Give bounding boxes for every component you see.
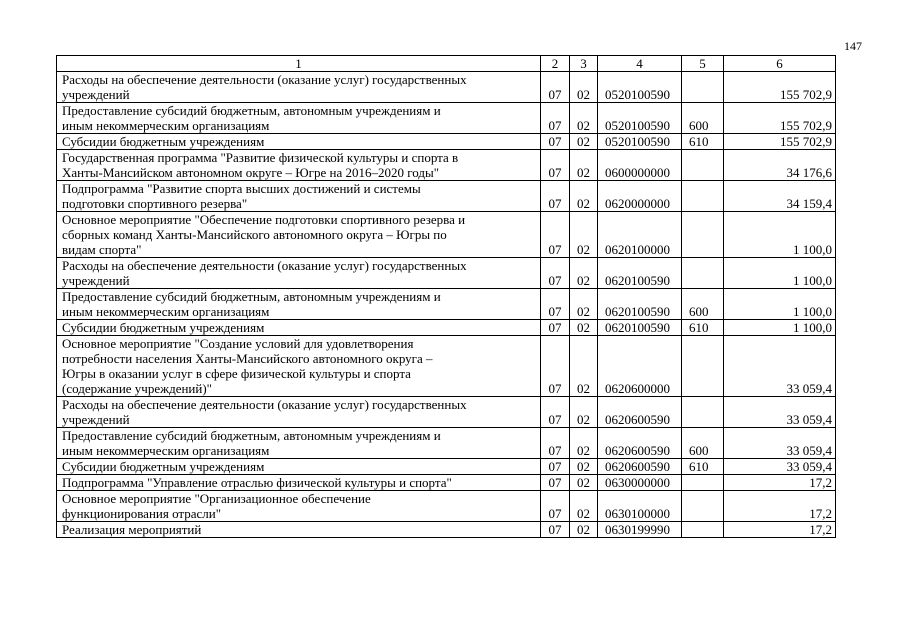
table-row: [57, 522, 836, 538]
section-code: 07: [541, 428, 570, 459]
row-description: [57, 150, 541, 181]
section-code: 07: [541, 475, 570, 491]
expense-type-code: [682, 475, 724, 491]
subsection-code: 02: [570, 320, 598, 336]
description-line: Субсидии бюджетным учреждениям: [62, 459, 265, 474]
description-line: учреждений: [62, 273, 130, 288]
description-line: Ханты-Мансийском автономном округе – Югре на 2016–2020 годы": [62, 165, 440, 180]
description-line: иным некоммерческим организациям: [62, 443, 270, 458]
subsection-code: 02: [570, 181, 598, 212]
target-article-code: 0620600590: [598, 397, 682, 428]
section-code: 07: [541, 459, 570, 475]
subsection-code: 02: [570, 150, 598, 181]
table-row: [57, 459, 836, 475]
description-line: Расходы на обеспечение деятельности (оказание услуг) государственных: [62, 397, 467, 412]
subsection-code: 02: [570, 212, 598, 258]
target-article-code: 0620100590: [598, 258, 682, 289]
target-article-code: 0630100000: [598, 491, 682, 522]
description-line: Подпрограмма "Управление отраслью физической культуры и спорта": [62, 475, 452, 490]
amount: 155 702,9: [724, 72, 836, 103]
amount: 1 100,0: [724, 258, 836, 289]
row-description: [57, 397, 541, 428]
expense-type-code: [682, 522, 724, 538]
section-code: 07: [541, 491, 570, 522]
table-row: [57, 258, 836, 289]
expense-type-code: [682, 397, 724, 428]
expense-type-code: [682, 491, 724, 522]
subsection-code: 02: [570, 475, 598, 491]
target-article-code: 0620600000: [598, 336, 682, 397]
section-code: 07: [541, 212, 570, 258]
expense-type-code: [682, 181, 724, 212]
table-row: [57, 134, 836, 150]
section-code: 07: [541, 289, 570, 320]
table-row: [57, 103, 836, 134]
row-description: [57, 72, 541, 103]
table-row: [57, 181, 836, 212]
header-cell-6: 6: [724, 56, 836, 72]
expense-type-code: [682, 72, 724, 103]
amount: 17,2: [724, 475, 836, 491]
subsection-code: 02: [570, 459, 598, 475]
header-cell-1: 1: [57, 56, 541, 72]
amount: 33 059,4: [724, 336, 836, 397]
amount: 17,2: [724, 522, 836, 538]
expense-type-code: [682, 150, 724, 181]
table-row: [57, 320, 836, 336]
section-code: 07: [541, 397, 570, 428]
target-article-code: 0520100590: [598, 72, 682, 103]
description-line: Реализация мероприятий: [62, 522, 202, 537]
subsection-code: 02: [570, 428, 598, 459]
table-row: [57, 491, 836, 522]
description-line: иным некоммерческим организациям: [62, 118, 270, 133]
description-line: Югры в оказании услуг в сфере физической культуры и спорта: [62, 366, 411, 381]
amount: 33 059,4: [724, 459, 836, 475]
table-row: [57, 150, 836, 181]
description-line: Предоставление субсидий бюджетным, автономным учреждениям и: [62, 289, 441, 304]
page-number: 147: [844, 39, 862, 53]
expense-type-code: 600: [682, 103, 724, 134]
expense-type-code: 610: [682, 320, 724, 336]
subsection-code: 02: [570, 336, 598, 397]
table-row: [57, 289, 836, 320]
description-line: подготовки спортивного резерва": [62, 196, 248, 211]
section-code: 07: [541, 72, 570, 103]
section-code: 07: [541, 258, 570, 289]
description-line: функционирования отрасли": [62, 506, 222, 521]
description-line: Основное мероприятие "Создание условий для удовлетворения: [62, 336, 414, 351]
row-description: [57, 289, 541, 320]
description-line: Основное мероприятие "Обеспечение подготовки спортивного резерва и: [62, 212, 466, 227]
amount: 155 702,9: [724, 103, 836, 134]
description-line: Подпрограмма "Развитие спорта высших достижений и системы: [62, 181, 421, 196]
description-line: учреждений: [62, 87, 130, 102]
target-article-code: 0620100590: [598, 320, 682, 336]
row-description: [57, 522, 541, 538]
target-article-code: 0600000000: [598, 150, 682, 181]
subsection-code: 02: [570, 134, 598, 150]
subsection-code: 02: [570, 491, 598, 522]
table-row: [57, 336, 836, 397]
row-description: [57, 103, 541, 134]
row-description: [57, 475, 541, 491]
expense-type-code: [682, 212, 724, 258]
subsection-code: 02: [570, 289, 598, 320]
description-line: Предоставление субсидий бюджетным, автономным учреждениям и: [62, 103, 441, 118]
section-code: 07: [541, 320, 570, 336]
table-row: [57, 72, 836, 103]
description-line: Субсидии бюджетным учреждениям: [62, 320, 265, 335]
subsection-code: 02: [570, 397, 598, 428]
description-line: Основное мероприятие "Организационное обеспечение: [62, 491, 371, 506]
subsection-code: 02: [570, 72, 598, 103]
header-cell-3: 3: [570, 56, 598, 72]
amount: 17,2: [724, 491, 836, 522]
section-code: 07: [541, 134, 570, 150]
description-line: Субсидии бюджетным учреждениям: [62, 134, 265, 149]
amount: 33 059,4: [724, 428, 836, 459]
amount: 1 100,0: [724, 289, 836, 320]
target-article-code: 0520100590: [598, 134, 682, 150]
row-description: [57, 212, 541, 258]
amount: 1 100,0: [724, 320, 836, 336]
description-line: сборных команд Ханты-Мансийского автономного округа – Югры по: [62, 227, 447, 242]
amount: 155 702,9: [724, 134, 836, 150]
expense-type-code: 610: [682, 459, 724, 475]
target-article-code: 0620600590: [598, 428, 682, 459]
expense-type-code: [682, 258, 724, 289]
section-code: 07: [541, 522, 570, 538]
description-line: Государственная программа "Развитие физической культуры и спорта в: [62, 150, 459, 165]
description-line: (содержание учреждений)": [62, 381, 212, 396]
row-description: [57, 428, 541, 459]
subsection-code: 02: [570, 522, 598, 538]
section-code: 07: [541, 336, 570, 397]
row-description: [57, 134, 541, 150]
expense-type-code: 610: [682, 134, 724, 150]
description-line: видам спорта": [62, 242, 142, 257]
expense-type-code: 600: [682, 428, 724, 459]
target-article-code: 0630000000: [598, 475, 682, 491]
table-row: [57, 212, 836, 258]
target-article-code: 0520100590: [598, 103, 682, 134]
row-description: [57, 491, 541, 522]
subsection-code: 02: [570, 258, 598, 289]
amount: 1 100,0: [724, 212, 836, 258]
amount: 34 176,6: [724, 150, 836, 181]
expense-type-code: [682, 336, 724, 397]
section-code: 07: [541, 150, 570, 181]
section-code: 07: [541, 103, 570, 134]
description-line: иным некоммерческим организациям: [62, 304, 270, 319]
header-cell-2: 2: [541, 56, 570, 72]
target-article-code: 0620000000: [598, 181, 682, 212]
table-row: [57, 475, 836, 491]
subsection-code: 02: [570, 103, 598, 134]
amount: 34 159,4: [724, 181, 836, 212]
description-line: потребности населения Ханты-Мансийского автономного округа –: [62, 351, 433, 366]
row-description: [57, 336, 541, 397]
section-code: 07: [541, 181, 570, 212]
target-article-code: 0630199990: [598, 522, 682, 538]
row-description: [57, 459, 541, 475]
target-article-code: 0620100590: [598, 289, 682, 320]
table-row: [57, 397, 836, 428]
row-description: [57, 320, 541, 336]
header-row: [57, 56, 836, 72]
amount: 33 059,4: [724, 397, 836, 428]
header-cell-5: 5: [682, 56, 724, 72]
budget-table: [56, 55, 836, 538]
expense-type-code: 600: [682, 289, 724, 320]
target-article-code: 0620600590: [598, 459, 682, 475]
row-description: [57, 181, 541, 212]
description-line: Расходы на обеспечение деятельности (оказание услуг) государственных: [62, 258, 467, 273]
target-article-code: 0620100000: [598, 212, 682, 258]
description-line: Расходы на обеспечение деятельности (оказание услуг) государственных: [62, 72, 467, 87]
row-description: [57, 258, 541, 289]
description-line: Предоставление субсидий бюджетным, автономным учреждениям и: [62, 428, 441, 443]
description-line: учреждений: [62, 412, 130, 427]
table-row: [57, 428, 836, 459]
header-cell-4: 4: [598, 56, 682, 72]
